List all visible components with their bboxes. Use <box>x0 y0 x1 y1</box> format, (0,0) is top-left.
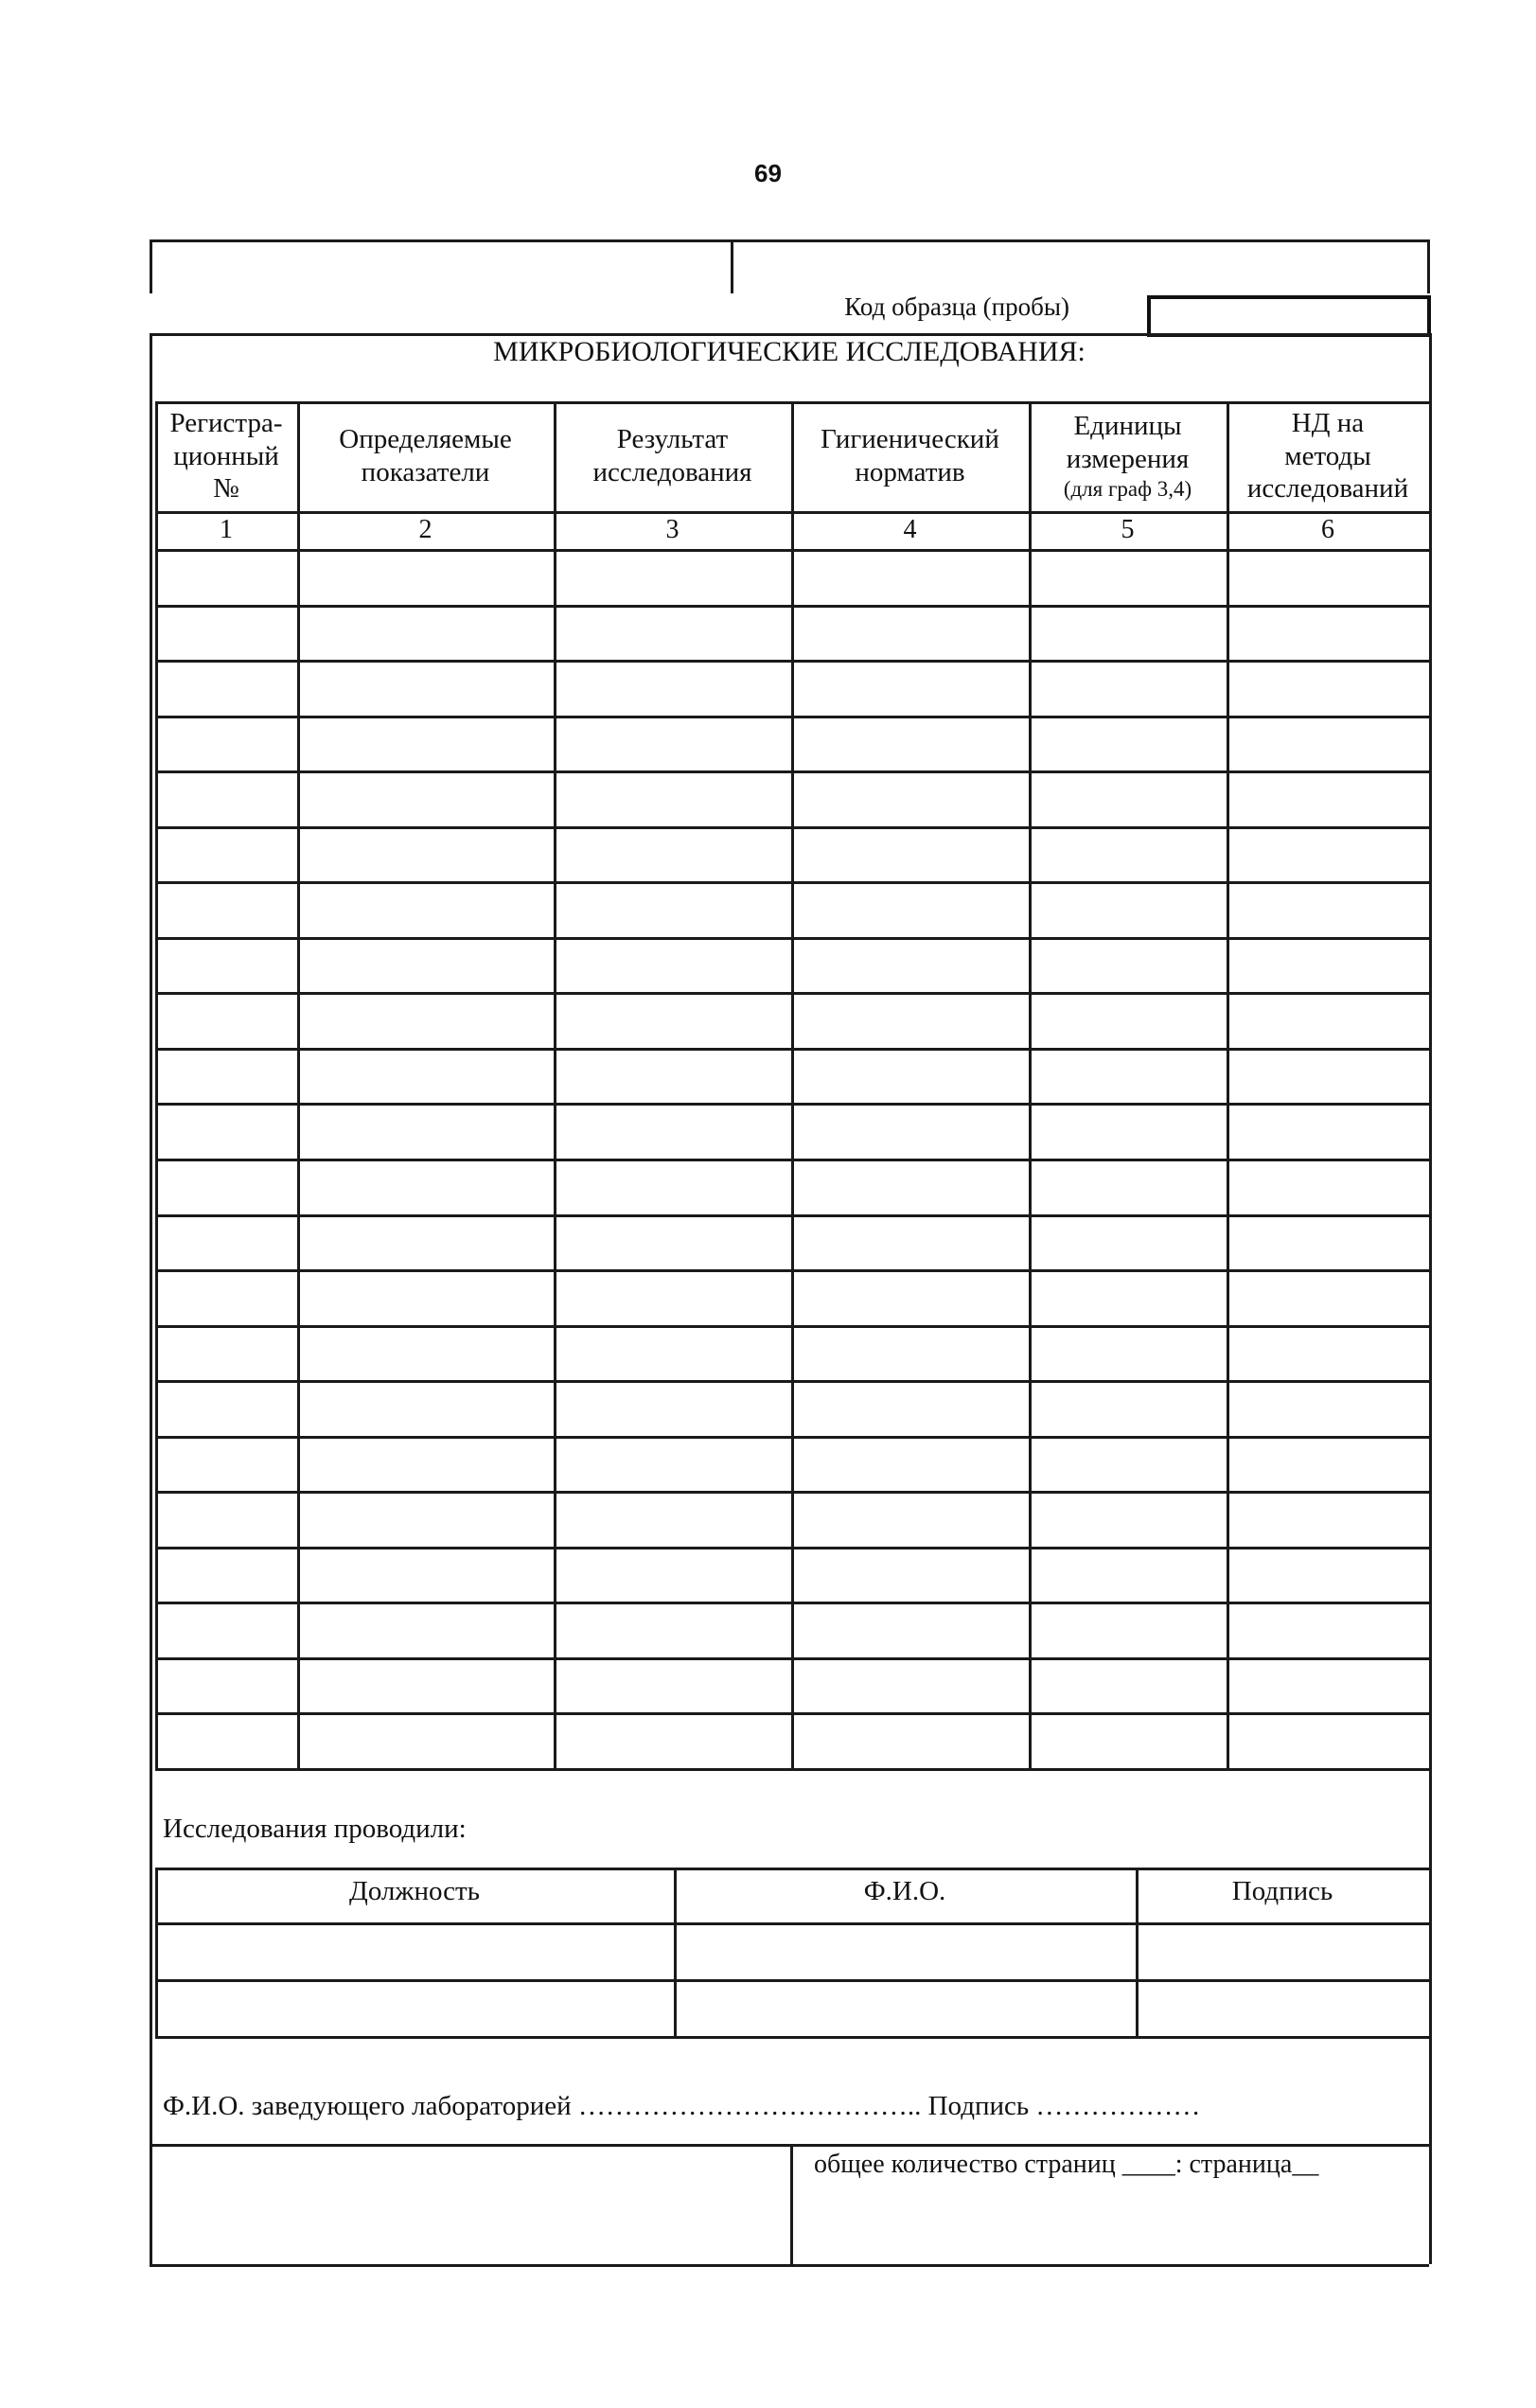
column-line <box>1029 401 1032 1768</box>
column-number-3: 3 <box>665 515 680 545</box>
column-header-line: № <box>213 473 239 505</box>
column-number-4: 4 <box>903 515 917 545</box>
column-number-5: 5 <box>1121 515 1135 545</box>
column-line <box>297 401 300 1768</box>
column-header-line: исследований <box>1246 473 1409 505</box>
column-header-line: норматив <box>855 457 965 487</box>
column-header-line: Результат <box>616 424 729 455</box>
column-header-line: Определяемые <box>339 424 512 455</box>
top-right-border <box>1427 239 1430 293</box>
top-divider <box>731 239 733 293</box>
column-header-1 <box>155 401 297 511</box>
column-header-label <box>170 407 283 505</box>
frame-left <box>150 333 152 2264</box>
staff-header-1: Должность <box>349 1876 480 1906</box>
section-title: МИКРОБИОЛОГИЧЕСКИЕ ИССЛЕДОВАНИЯ: <box>493 336 1086 367</box>
column-line <box>554 401 556 1768</box>
head-of-lab-line: Ф.И.О. заведующего лабораторией ……………………………….. Подпись ……………… <box>163 2091 1201 2121</box>
column-header-line: Гигиенический <box>821 424 999 455</box>
staff-row <box>155 2036 1429 2039</box>
footer-divider <box>790 2144 793 2264</box>
top-border <box>150 239 1427 242</box>
column-header-label <box>821 423 999 489</box>
column-header-note: (для граф 3,4) <box>1063 477 1192 501</box>
column-header-line: исследования <box>592 457 752 487</box>
staff-table-top <box>155 1868 1429 1870</box>
column-number-6: 6 <box>1321 515 1334 545</box>
column-header-6 <box>1227 401 1429 511</box>
column-header-label <box>1247 407 1408 505</box>
column-header-line: Регистра- <box>169 407 283 438</box>
column-header-4 <box>791 401 1029 511</box>
column-number-2: 2 <box>418 515 433 545</box>
staff-row <box>155 1979 1429 1982</box>
staff-column-line <box>1429 1868 1432 2036</box>
staff-header-bottom <box>155 1922 1429 1925</box>
top-left-border <box>150 239 152 293</box>
column-header-label <box>592 423 751 489</box>
sample-code-box <box>1147 295 1431 337</box>
footer-top-line <box>150 2144 1429 2147</box>
staff-header-2: Ф.И.О. <box>863 1876 946 1906</box>
pages-count-label: общее количество страниц ____: страница__ <box>814 2150 1319 2179</box>
column-header-line: методы <box>1284 440 1371 471</box>
column-line <box>1227 401 1229 1768</box>
staff-title: Исследования проводили: <box>163 1814 467 1844</box>
column-header-label <box>339 423 511 489</box>
column-header-2 <box>297 401 554 511</box>
form-bottom-border <box>150 2264 1429 2267</box>
column-header-label <box>1064 410 1192 502</box>
frame-left-inner <box>155 401 158 1768</box>
column-header-5 <box>1029 401 1227 511</box>
column-header-3 <box>554 401 791 511</box>
column-line <box>791 401 794 1768</box>
column-header-line: ционный <box>173 440 279 471</box>
sample-code-label: Код образца (пробы) <box>844 292 1069 321</box>
column-number-1: 1 <box>220 515 233 545</box>
page-number: 69 <box>754 159 782 187</box>
table-row <box>155 1768 1429 1771</box>
column-header-line: показатели <box>361 457 490 487</box>
column-header-line: Единицы <box>1073 411 1182 442</box>
column-header-line: НД на <box>1291 407 1365 438</box>
column-header-line: измерения <box>1066 444 1190 475</box>
staff-header-3: Подпись <box>1231 1876 1333 1906</box>
